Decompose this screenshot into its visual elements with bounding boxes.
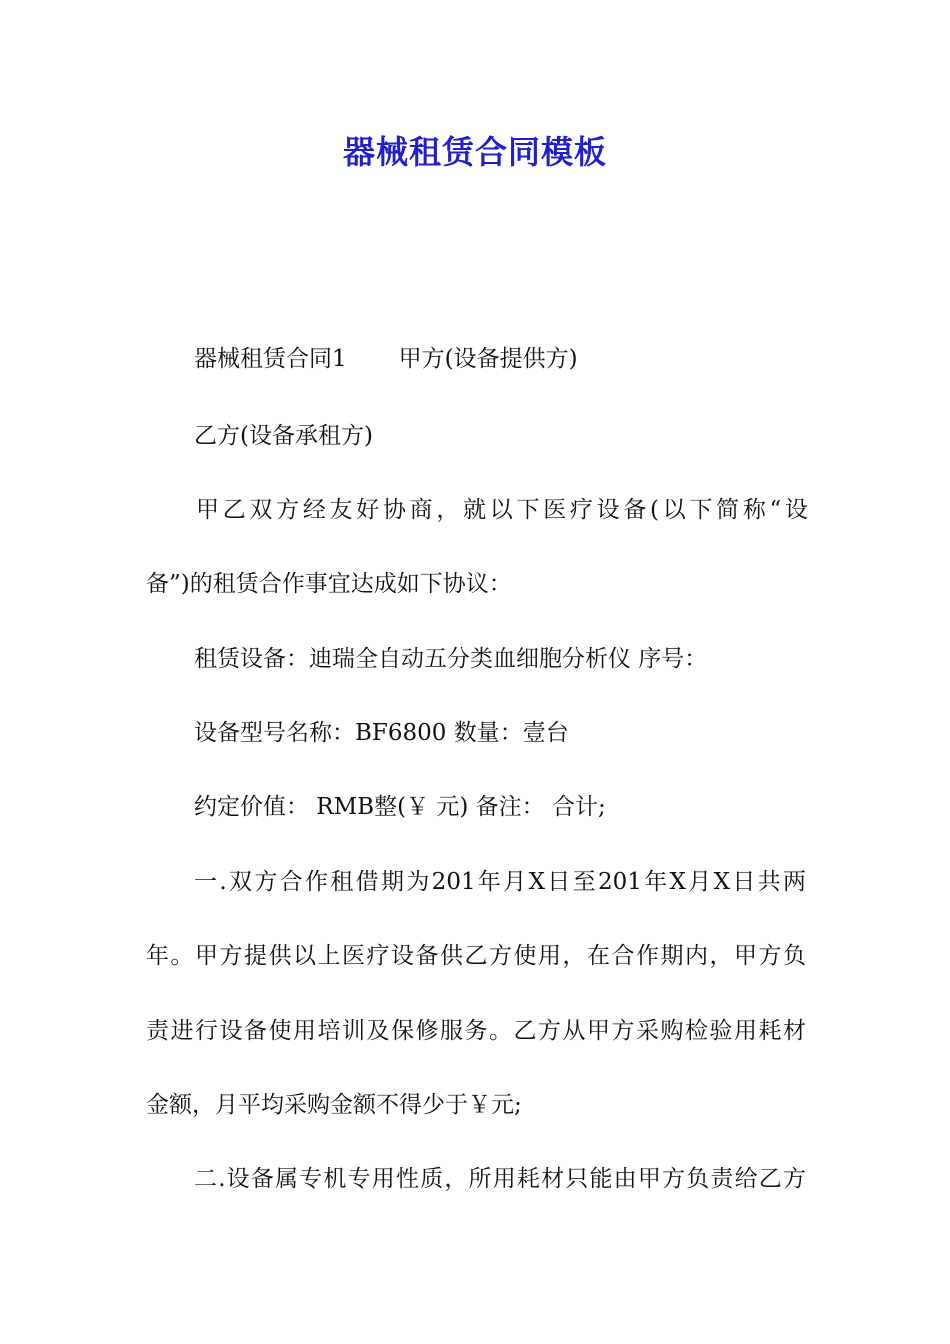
agreed-value-line: 约定价值： RMB整(￥ 元) 备注： 合计;: [194, 794, 606, 820]
paragraph-intro-line-1: 甲乙双方经友好协商，就以下医疗设备(以下简称“设: [196, 497, 808, 523]
document-title: 器械租赁合同模板: [342, 133, 607, 171]
clause-1-line-1: 一.双方合作租借期为201年月X日至201年X月X日共两: [194, 869, 806, 895]
party-b-label: 乙方(设备承租方): [194, 423, 373, 449]
rental-equipment-line: 租赁设备：迪瑞全自动五分类血细胞分析仪 序号：: [194, 646, 708, 672]
clause-1-line-4: 金额，月平均采购金额不得少于￥元;: [146, 1092, 522, 1118]
clause-2-line-1: 二.设备属专机专用性质，所用耗材只能由甲方负责给乙方: [194, 1166, 806, 1192]
party-a-label: 甲方(设备提供方): [398, 346, 578, 372]
contract-heading-line: [194, 343, 578, 375]
paragraph-intro-line-2: 备”)的租赁合作事宜达成如下协议：: [146, 571, 512, 597]
clause-1-line-3: 责进行设备使用培训及保修服务。乙方从甲方采购检验用耗材: [146, 1018, 806, 1044]
clause-1-line-2: 年。甲方提供以上医疗设备供乙方使用，在合作期内，甲方负: [146, 943, 806, 969]
model-quantity-line: 设备型号名称：BF6800 数量：壹台: [194, 720, 569, 746]
contract-number: 器械租赁合同1: [194, 346, 347, 372]
